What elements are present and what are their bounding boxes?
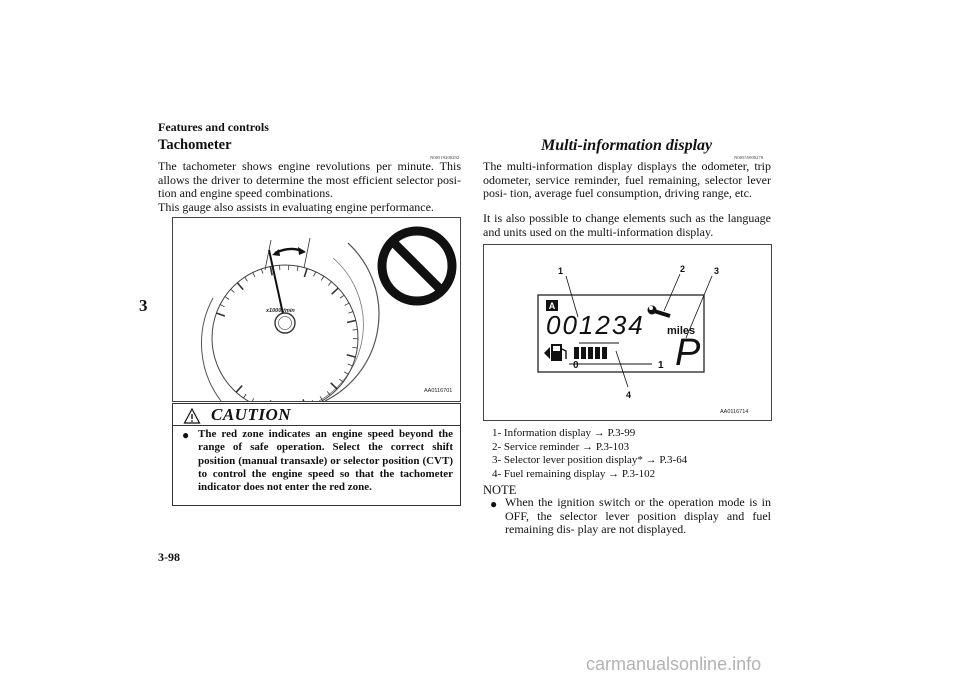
callout-2: 2 xyxy=(680,264,686,274)
dial-unit-label: x1000r/min xyxy=(266,308,295,314)
dial-tick xyxy=(297,266,298,271)
callout-1: 1 xyxy=(558,266,564,276)
multi-info-title: Multi-information display xyxy=(541,137,713,154)
tachometer-paragraph-2: This gauge also assists in evaluating engine performance. xyxy=(158,199,434,214)
odometer-unit: miles xyxy=(667,325,696,337)
tachometer-illustration xyxy=(173,218,460,401)
dial-tick xyxy=(261,269,263,274)
dial-tick xyxy=(225,297,229,300)
dial-tick xyxy=(347,355,356,357)
tachometer-code: N00519200292 xyxy=(430,155,460,160)
dial-tick xyxy=(243,394,246,398)
callout-4: 4 xyxy=(626,390,632,400)
running-header: Features and controls xyxy=(158,120,269,134)
bullet-icon: ● xyxy=(490,497,498,511)
dial-tick xyxy=(236,386,242,393)
caution-text: The red zone indicates an engine speed beyond the range of safe operation. Select the correct shift position (manual transaxle) or selector position (CVT) to control the engine speed so that the tachometer indicator does not enter the red zone. xyxy=(198,428,453,494)
legend-item: 1- Information display → P.3-99 xyxy=(492,427,636,439)
dial-tick xyxy=(251,398,253,401)
dial-tick xyxy=(314,272,316,277)
dial-tick xyxy=(344,372,348,374)
figure-legend xyxy=(492,427,687,481)
multi-info-figure xyxy=(483,244,772,421)
caution-title: CAUTION xyxy=(211,405,292,424)
fuel-max-label: 1 xyxy=(658,360,664,371)
bullet-icon: ● xyxy=(182,428,190,442)
dial-tick xyxy=(321,276,324,280)
display-badge: A xyxy=(548,301,556,311)
callout-3: 3 xyxy=(714,266,720,276)
dial-tick xyxy=(331,383,337,389)
selector-position: P xyxy=(675,332,701,374)
dial-tick xyxy=(345,303,349,305)
dial-tick xyxy=(312,400,314,401)
multi-info-display-illustration xyxy=(484,245,771,420)
tachometer-figure xyxy=(172,217,461,402)
caution-divider xyxy=(173,425,460,426)
dial-tick xyxy=(340,295,344,298)
legend-item: 3- Selector lever position display* → P.3-64 xyxy=(492,454,688,467)
figure-id: AA0116714 xyxy=(720,409,749,415)
dial-tick xyxy=(245,277,248,281)
figure-id: AA0116701 xyxy=(424,388,453,394)
dial-tick xyxy=(348,364,353,366)
site-watermark[interactable]: carmanualsonline.info xyxy=(586,654,762,674)
dial-tick xyxy=(347,320,356,322)
chapter-tab: 3 xyxy=(139,296,148,315)
dial-tick xyxy=(231,289,235,292)
dial-tick xyxy=(304,268,307,277)
odometer-digits: 001234 xyxy=(546,310,645,340)
dial-tick xyxy=(332,288,339,294)
dial-tick xyxy=(220,305,224,307)
warning-triangle-icon xyxy=(183,407,201,425)
multi-info-para2: It is also possible to change elements such as the language and units used on the multi-information display. xyxy=(483,211,771,239)
legend-item: 4- Fuel remaining display → P.3-102 xyxy=(492,467,656,480)
dial-tick xyxy=(348,311,353,313)
tachometer-title: Tachometer xyxy=(158,137,232,153)
dial-tick xyxy=(339,379,343,382)
multi-info-para1: The multi-information display displays the odometer, trip odometer, service reminder, fuel remaining, selector lever posi- tion, average fuel consumption, driving range, etc. xyxy=(483,159,771,201)
dial-tick xyxy=(216,313,224,316)
caution-box xyxy=(172,403,461,506)
prohibition-icon xyxy=(382,231,452,301)
note-text: When the ignition switch or the operation mode is in OFF, the selector lever position display and fuel remaining dis- play are not displayed. xyxy=(505,495,771,537)
dial-tick xyxy=(237,283,243,290)
dial-tick xyxy=(353,329,358,330)
tachometer-paragraph: The tachometer shows engine revolutions per minute. This allows the driver to determine the most efficient selector posi- tion and engine speed combinations. xyxy=(158,159,461,201)
note-label: NOTE xyxy=(483,483,517,497)
dial-tick xyxy=(269,400,271,401)
tachometer-body xyxy=(158,160,461,214)
page-number: 3-98 xyxy=(158,550,180,564)
legend-item: 2- Service reminder → P.3-103 xyxy=(492,440,630,453)
multi-info-code: N00555000278 xyxy=(734,155,764,160)
dial-tick xyxy=(253,273,255,277)
dial-tick xyxy=(328,282,331,286)
dial-tick xyxy=(303,399,306,401)
dial-tick xyxy=(352,347,357,348)
fuel-min-label: 0 xyxy=(573,360,579,371)
dial-tick xyxy=(270,266,272,275)
